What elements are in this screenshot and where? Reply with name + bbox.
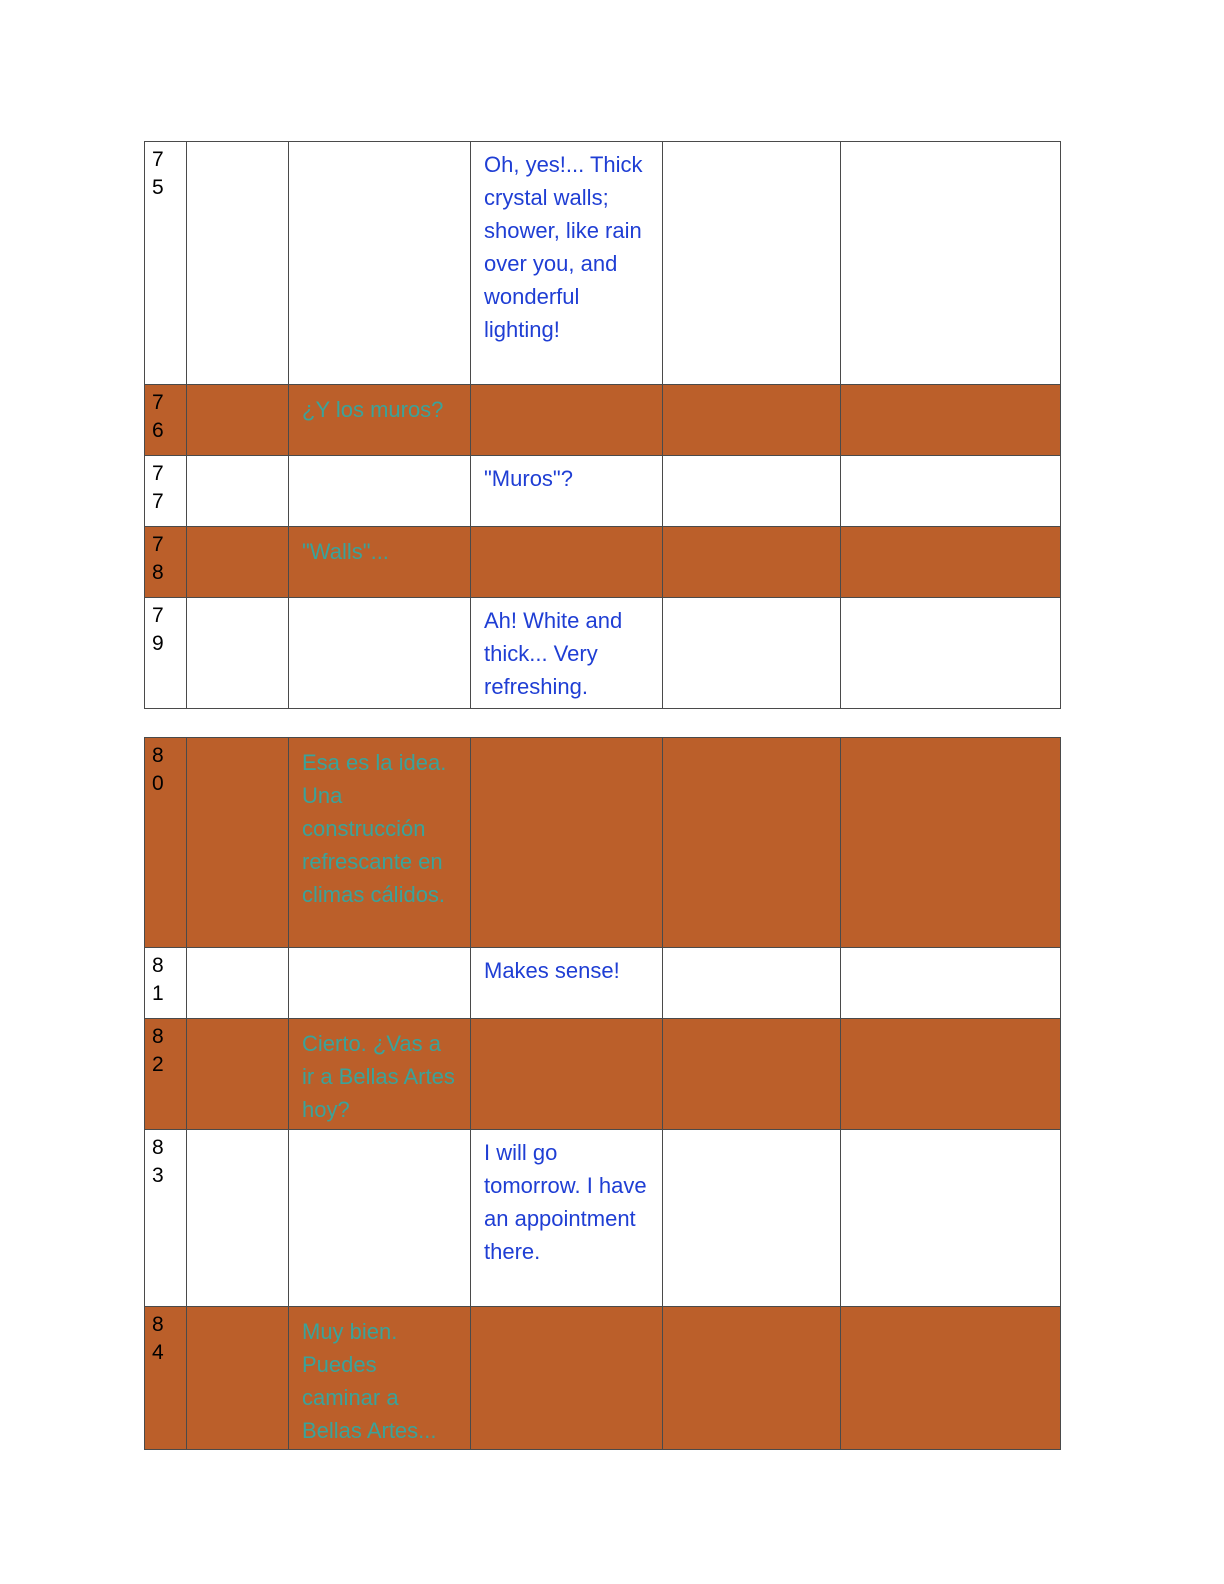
spanish-cell (289, 527, 471, 598)
dialogue-table-top (144, 141, 1061, 709)
blank-cell (841, 456, 1061, 527)
blank-cell (663, 948, 841, 1019)
english-text: Oh, yes!... Thick crystal walls; shower, like rain over you, and wonderful lighting! (484, 152, 643, 342)
blank-cell (663, 1019, 841, 1130)
blank-cell (187, 527, 289, 598)
blank-cell (841, 527, 1061, 598)
blank-cell (187, 1019, 289, 1130)
line-number: 8 3 (145, 1130, 187, 1307)
english-text: Makes sense! (484, 958, 620, 983)
english-cell (471, 527, 663, 598)
english-text: "Muros"? (484, 466, 573, 491)
blank-cell (187, 1130, 289, 1307)
spanish-cell (289, 1019, 471, 1130)
blank-cell (187, 142, 289, 385)
english-text (471, 385, 662, 391)
spanish-cell (289, 456, 471, 527)
table-row (145, 1019, 1061, 1130)
blank-cell (663, 1130, 841, 1307)
spanish-text (289, 598, 470, 606)
spanish-text: ¿Y los muros? (302, 397, 444, 422)
blank-cell (841, 598, 1061, 709)
spanish-cell (289, 1307, 471, 1450)
english-text: I will go tomorrow. I have an appointment there. (484, 1140, 647, 1264)
table-row (145, 385, 1061, 456)
spanish-cell (289, 385, 471, 456)
blank-cell (663, 738, 841, 948)
english-cell (471, 598, 663, 709)
blank-cell (663, 142, 841, 385)
spanish-text (289, 1130, 470, 1138)
line-number: 8 2 (145, 1019, 187, 1130)
spanish-cell (289, 598, 471, 709)
line-number: 8 1 (145, 948, 187, 1019)
table-row (145, 598, 1061, 709)
english-cell (471, 1130, 663, 1307)
blank-cell (187, 598, 289, 709)
table-row (145, 1130, 1061, 1307)
blank-cell (187, 1307, 289, 1450)
blank-cell (187, 948, 289, 1019)
table-row (145, 1307, 1061, 1450)
table-row (145, 738, 1061, 948)
english-cell (471, 738, 663, 948)
spanish-text: Esa es la idea. Una construcción refrescante en climas cálidos. (302, 750, 447, 907)
english-text (471, 738, 662, 744)
blank-cell (663, 1307, 841, 1450)
spanish-cell (289, 142, 471, 385)
line-number: 8 0 (145, 738, 187, 948)
english-cell (471, 142, 663, 385)
blank-cell (187, 456, 289, 527)
english-cell (471, 385, 663, 456)
english-cell (471, 948, 663, 1019)
line-number: 7 8 (145, 527, 187, 598)
blank-cell (841, 948, 1061, 1019)
blank-cell (187, 385, 289, 456)
blank-cell (841, 1130, 1061, 1307)
blank-cell (841, 385, 1061, 456)
spanish-cell (289, 1130, 471, 1307)
english-cell (471, 456, 663, 527)
spanish-text (289, 456, 470, 464)
line-number: 7 5 (145, 142, 187, 385)
table-row (145, 142, 1061, 385)
line-number: 7 6 (145, 385, 187, 456)
blank-cell (187, 738, 289, 948)
spanish-text: Muy bien. Puedes caminar a Bellas Artes... (302, 1319, 437, 1443)
dialogue-table-bottom (144, 737, 1061, 1450)
english-text (471, 1307, 662, 1313)
blank-cell (663, 527, 841, 598)
blank-cell (841, 738, 1061, 948)
english-text (471, 1019, 662, 1025)
spanish-cell (289, 948, 471, 1019)
line-number: 7 9 (145, 598, 187, 709)
blank-cell (841, 1307, 1061, 1450)
table-row (145, 948, 1061, 1019)
english-cell (471, 1307, 663, 1450)
table-row (145, 456, 1061, 527)
blank-cell (663, 598, 841, 709)
english-cell (471, 1019, 663, 1130)
line-number: 8 4 (145, 1307, 187, 1450)
spanish-text: "Walls"... (302, 539, 389, 564)
blank-cell (841, 142, 1061, 385)
english-text (471, 527, 662, 533)
line-number: 7 7 (145, 456, 187, 527)
spanish-text: Cierto. ¿Vas a ir a Bellas Artes hoy? (302, 1031, 455, 1122)
table-row (145, 527, 1061, 598)
spanish-text (289, 142, 470, 150)
spanish-cell (289, 738, 471, 948)
blank-cell (663, 385, 841, 456)
spanish-text (289, 948, 470, 956)
blank-cell (841, 1019, 1061, 1130)
english-text: Ah! White and thick... Very refreshing. (484, 608, 623, 699)
blank-cell (663, 456, 841, 527)
